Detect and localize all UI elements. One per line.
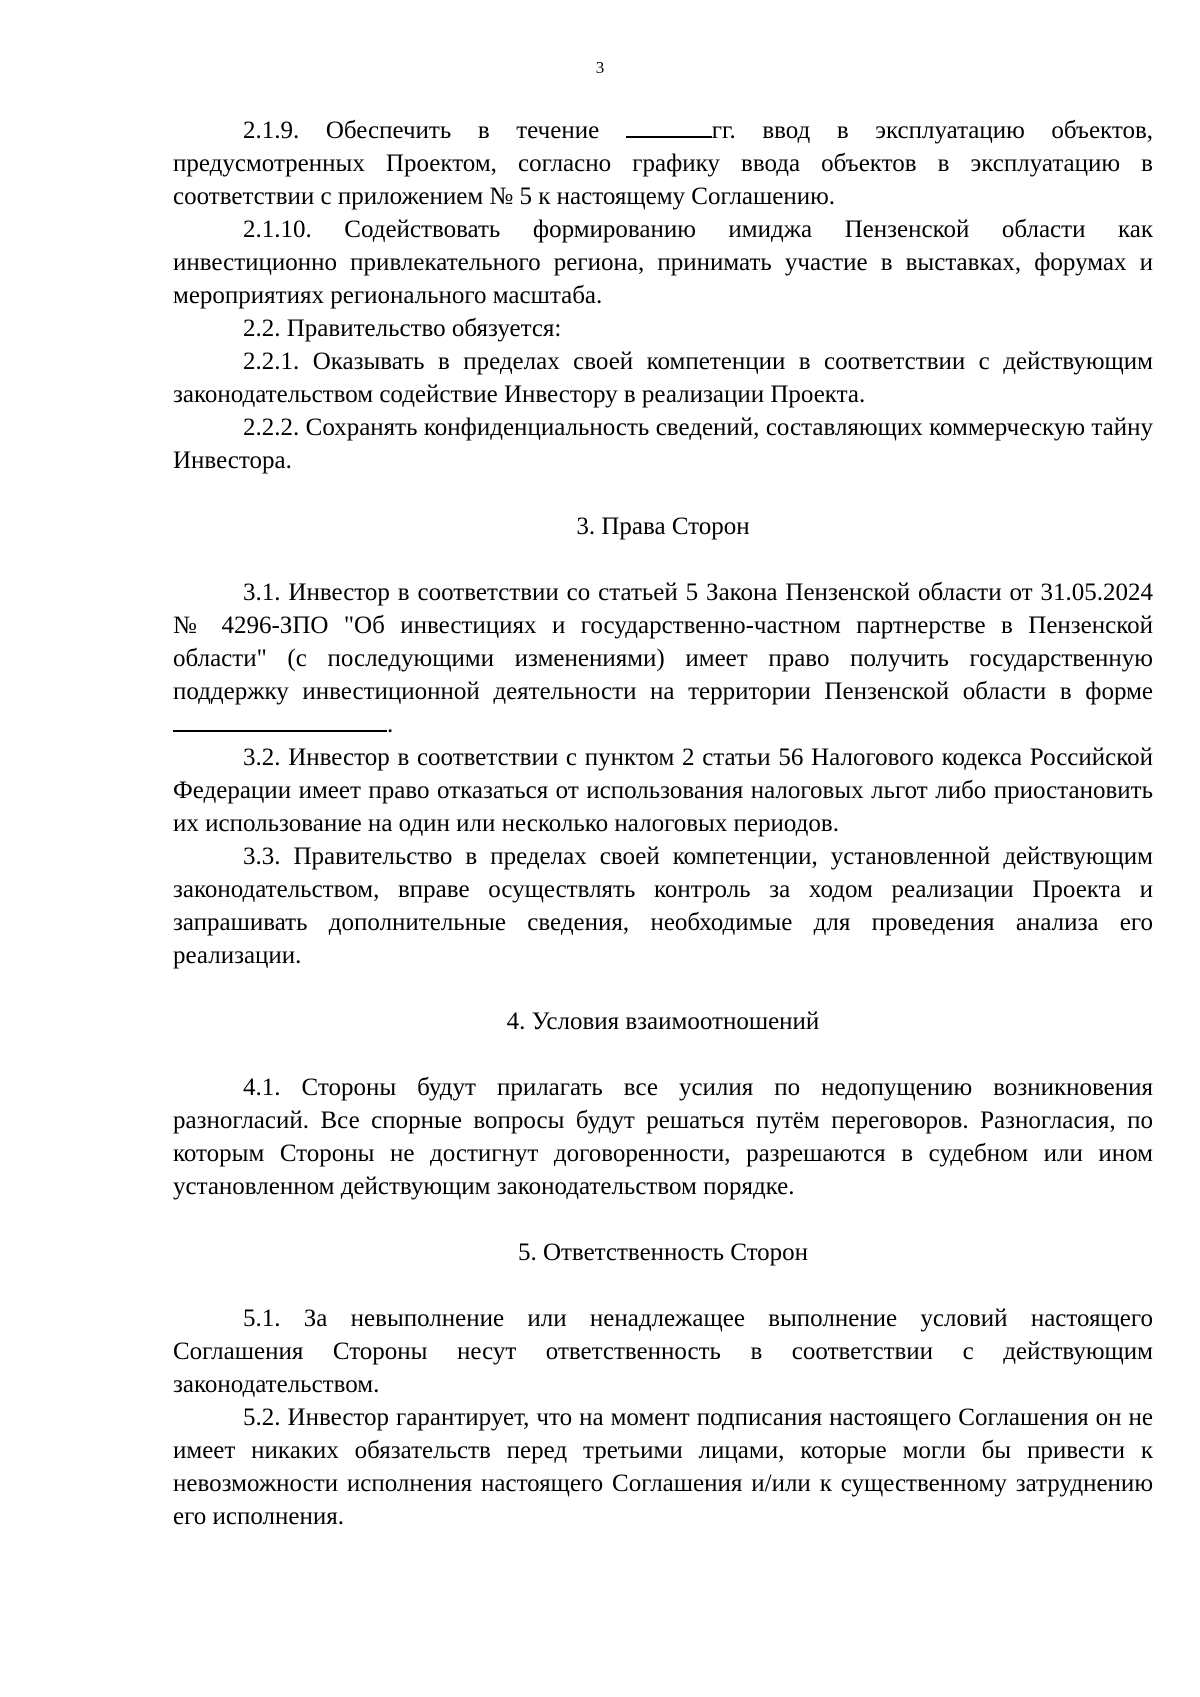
section-heading-5: 5. Ответственность Сторон [517, 1239, 809, 1266]
clause-2-1-9 [173, 114, 1153, 213]
clause-text: Содействовать формированию имиджа Пензенской области как инвестиционно привлекательного региона, принимать участие в выставках, форумах и мероприятиях регионального масштаба. [173, 216, 1153, 309]
clause-text: Инвестор в соответствии с пунктом 2 статьи 56 Налогового кодекса Российской Федерации имеет право отказаться от использования налоговых льгот либо приостановить их использование на один или несколько налоговых периодов. [173, 744, 1153, 837]
clause-number: 2.2.2. [243, 414, 300, 441]
clause-3-3 [173, 840, 1153, 972]
clause-text: Стороны будут прилагать все усилия по недопущению возникновения разногласий. Все спорные вопросы будут решаться путём переговоров. Разногласия, по которым Стороны не достигнут договоренности, разрешаются в судебном или ином установленном действующим законодательством порядке. [173, 1074, 1153, 1200]
section-heading-3: 3. Права Сторон [576, 513, 750, 540]
clause-number: 2.1.10. [243, 216, 312, 243]
document-body [173, 114, 1153, 1533]
clause-text: Правительство обязуется: [286, 315, 562, 342]
clause-2-2-2 [173, 411, 1153, 477]
clause-2-2 [173, 312, 1153, 345]
fill-in-blank [626, 114, 712, 138]
clause-5-2 [173, 1401, 1153, 1533]
clause-number: 5.2. [243, 1404, 281, 1431]
clause-3-1 [173, 576, 1153, 741]
clause-text: Обеспечить в течение [325, 117, 600, 144]
clause-number: 3.2. [243, 744, 281, 771]
clause-5-1 [173, 1302, 1153, 1401]
clause-text: Правительство в пределах своей компетенции, установленной действующим законодательством, вправе осуществлять контроль за ходом реализации Проекта и запрашивать дополнительные сведения, необходимые для проведения анализа его реализации. [173, 843, 1153, 969]
clause-number: 2.2.1. [243, 348, 300, 375]
clause-text: Сохранять конфиденциальность сведений, составляющих коммерческую тайну Инвестора. [173, 414, 1153, 474]
page-number: 3 [595, 58, 605, 77]
clause-text: . [387, 711, 394, 738]
clause-text: гг. ввод в эксплуатацию объектов, предусмотренных Проектом, согласно графику ввода объектов в эксплуатацию в соответствии с приложением № 5 к настоящему Соглашению. [173, 117, 1154, 210]
clause-text: За невыполнение или ненадлежащее выполнение условий настоящего Соглашения Стороны несут ответственность в соответствии с действующим законодательством. [173, 1305, 1153, 1398]
clause-text: Инвестор в соответствии со статьей 5 Закона Пензенской области от 31.05.2024 № 4296-ЗПО "Об инвестициях и государственно-частном партнерстве в Пензенской области" (с последующими изменениями) имеет право получить государственную поддержку инвестиционной деятельности на территории Пензенской области в форме [173, 579, 1154, 705]
clause-number: 4.1. [243, 1074, 281, 1101]
clause-3-2 [173, 741, 1153, 840]
clause-text: Оказывать в пределах своей компетенции в соответствии с действующим законодательством содействие Инвестору в реализации Проекта. [173, 348, 1154, 408]
clause-4-1 [173, 1071, 1153, 1203]
clause-number: 5.1. [243, 1305, 281, 1332]
clause-2-1-10 [173, 213, 1153, 312]
clause-text: Инвестор гарантирует, что на момент подписания настоящего Соглашения он не имеет никаких обязательств перед третьими лицами, которые могли бы привести к невозможности исполнения настоящего Соглашения и/или к существенному затруднению его исполнения. [173, 1404, 1154, 1530]
clause-number: 2.2. [243, 315, 281, 342]
clause-number: 3.1. [243, 579, 281, 606]
fill-in-blank [173, 708, 387, 732]
section-heading-4: 4. Условия взаимоотношений [506, 1008, 820, 1035]
clause-number: 3.3. [243, 843, 281, 870]
clause-number: 2.1.9. [243, 117, 300, 144]
clause-2-2-1 [173, 345, 1153, 411]
